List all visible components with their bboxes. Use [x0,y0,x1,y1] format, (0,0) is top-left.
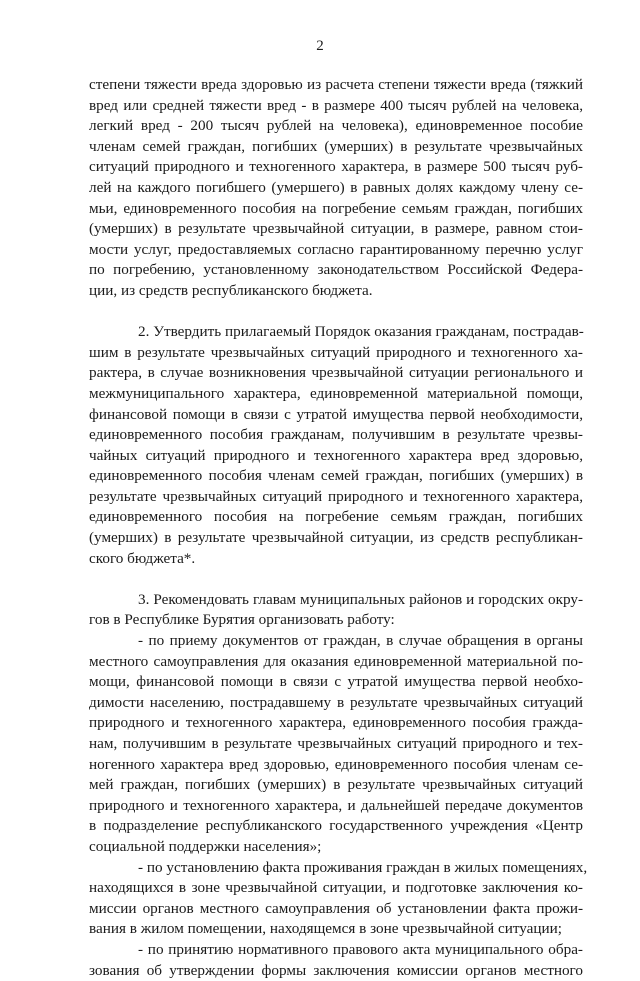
paragraph-item-2 [89,322,583,569]
document-body [89,75,588,981]
text-line: в подразделение республиканского государственного учреждения «Центр [89,817,583,835]
text-line: легкий вред - 200 тысяч рублей на человека), единовременное пособие [89,117,583,135]
text-line: единовременного пособия членам семей граждан, погибших (умерших) в [89,467,583,485]
text-line: природного и техногенного характера, и дальнейшей передаче документов [89,796,583,814]
text-line: вред или средней тяжести вред - в размере 400 тысяч рублей на человека, [89,96,583,114]
paragraph-gap [89,569,583,590]
text-line: степени тяжести вреда здоровью из расчета степени тяжести вреда (тяжкий [89,76,583,93]
paragraph-continuation [89,75,583,302]
text-line: ского бюджета*. [89,549,196,567]
text-line: мьи, единовременного пособия на погребение семьям граждан, погибших [89,199,583,217]
text-line: единовременного пособия на погребение семьям граждан, погибших [89,508,583,526]
text-line: вания в жилом помещении, находящемся в зоне чрезвычайной ситуации; [89,920,563,938]
text-line: 3. Рекомендовать главам муниципальных районов и городских окру- [138,590,583,608]
text-line: рактера, в случае возникновения чрезвычайной ситуации регионального и [89,364,583,382]
text-line: чайных ситуаций природного и техногенного характера вред здоровью, [89,446,583,464]
text-line: ции, из средств республиканского бюджета. [89,281,373,299]
text-line: зования об утверждении формы заключения комиссии органов местного [89,961,583,979]
paragraph-item-3-sub-2 [89,858,588,940]
text-line: по погребению, установленному законодательством Российской Федера- [89,261,583,279]
text-line: ситуаций природного и техногенного характера, в размере 500 тысяч руб- [89,158,583,176]
text-line: миссии органов местного самоуправления об установлении факта прожи- [89,899,583,917]
text-line: межмуниципального характера, единовременной материальной помощи, [89,384,583,402]
paragraph-item-3-sub-3 [89,940,583,981]
text-line: (умерших) в результате чрезвычайной ситуации, из средств республикан- [89,529,583,547]
text-line: - по установлению факта проживания граждан в жилых помещениях, [138,858,588,876]
paragraph-item-3-sub-1 [89,631,583,858]
text-line: 2. Утвердить прилагаемый Порядок оказания гражданам, пострадав- [138,323,584,341]
paragraph-gap [89,302,583,323]
text-line: лей на каждого погибшего (умершего) в равных долях каждому члену се- [89,178,583,196]
text-line: природного и техногенного характера, единовременного пособия гражда- [89,714,583,732]
text-line: мости услуг, предоставляемых согласно гарантированному перечню услуг [89,240,583,258]
text-line: (умерших) в результате чрезвычайной ситуации, в размере, равном стои- [89,220,583,238]
text-line: димости населению, пострадавшему в результате чрезвычайных ситуаций [89,693,583,711]
text-line: нам, получившим в результате чрезвычайных ситуаций природного и тех- [89,735,583,752]
paragraph-item-3 [89,590,583,631]
text-line: шим в результате чрезвычайных ситуаций природного и техногенного ха- [89,343,583,361]
text-line: гов в Республике Бурятия организовать работу: [89,611,395,629]
text-line: социальной поддержки населения»; [89,837,322,855]
page-number: 2 [316,38,324,54]
text-line: местного самоуправления для оказания единовременной материальной по- [89,652,583,670]
text-line: единовременного пособия гражданам, получившим в результате чрезвы- [89,426,583,444]
text-line: результате чрезвычайных ситуаций природного и техногенного характера, [89,487,583,505]
text-line: мей граждан, погибших (умерших) в результате чрезвычайных ситуаций [89,776,583,794]
text-line: - по приему документов от граждан, в случае обращения в органы [138,632,583,650]
text-line: - по принятию нормативного правового акта муниципального обра- [138,940,583,958]
text-line: членам семей граждан, погибших (умерших) в результате чрезвычайных [89,137,583,155]
text-line: находящихся в зоне чрезвычайной ситуации, и подготовке заключения ко- [89,879,583,897]
text-line: мощи, финансовой помощи в связи с утратой имущества первой необхо- [89,673,583,691]
text-line: ногенного характера вред здоровью, единовременного пособия членам се- [89,755,583,773]
text-line: финансовой помощи в связи с утратой имущества первой необходимости, [89,405,583,423]
